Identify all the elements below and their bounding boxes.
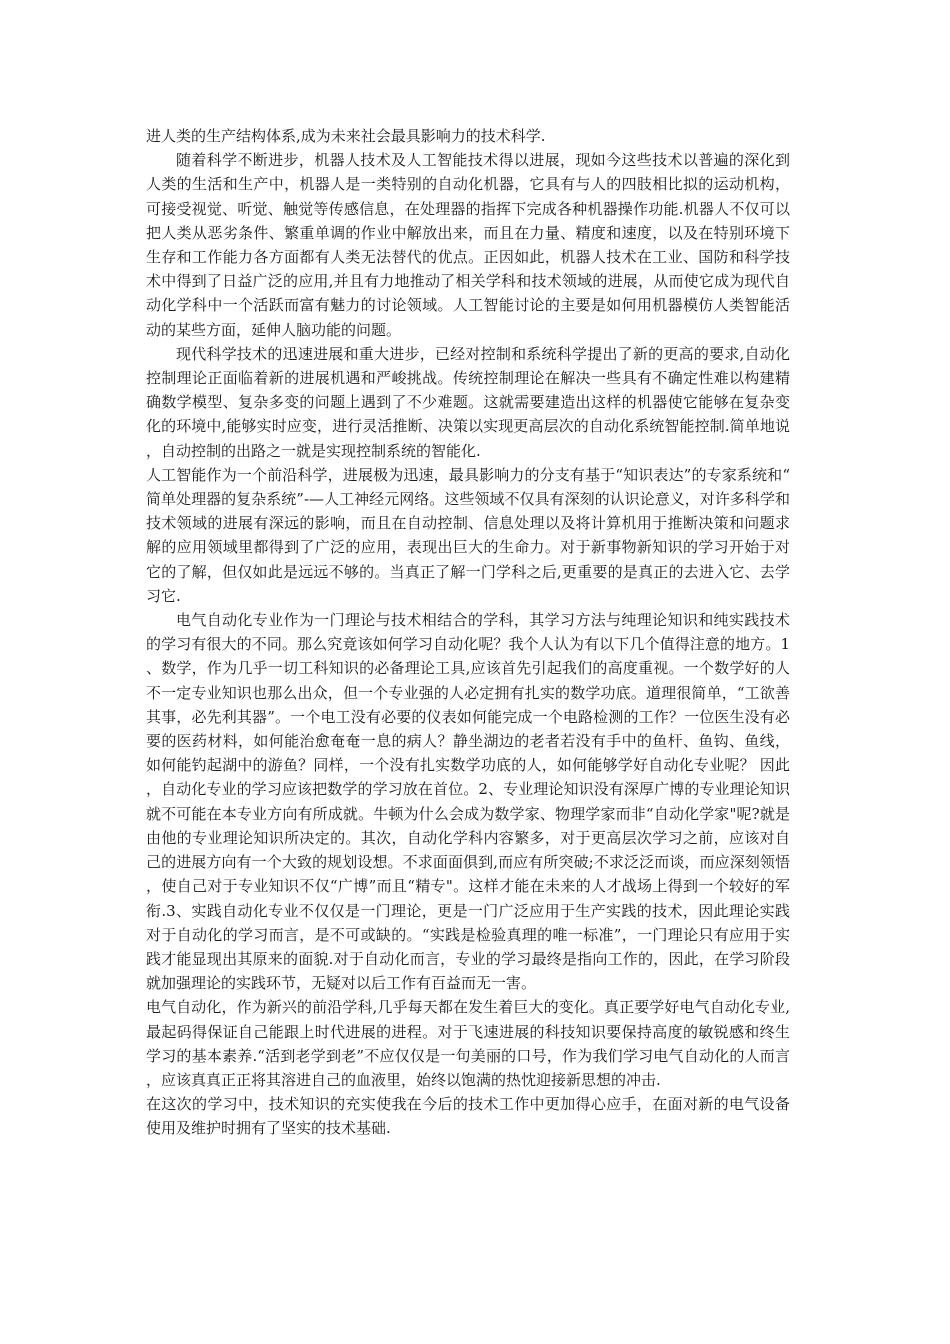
paragraph-robotics-ai: 随着科学不断进步，机器人技术及人工智能技术得以进展，现如今这些技术以普遍的深化到人类的生活和生产中，机器人是一类特别的自动化机器，它具有与人的四肢相比拟的运动机构，可接受视觉、听觉、触觉等传感信息，在处理器的指挥下完成各种机器操作功能.机器人不仅可以把人类从恶劣条件、繁重单调的作业中解放出来，而且在力量、精度和速度，以及在特别环境下生存和工作能力各方面都有人类无法替代的优点。正因如此，机器人技术在工业、国防和科学技术中得到了日益广泛的应用,并且有力地推动了相关学科和技术领域的进展，从而使它成为现代自动化学科中一个活跃而富有魅力的讨论领域。人工智能讨论的主要是如何用机器模仿人类智能活动的某些方面，延伸人脑功能的问题。 [146,151,790,339]
paragraph-artificial-intelligence: 人工智能作为一个前沿科学，进展极为迅速，最具影响力的分支有基于“知识表达”的专家系统和“简单处理器的复杂系统”-—人工神经元网络。这些领域不仅具有深刻的认识论意义，对许多科学和技术领域的进展有深远的影响，而且在自动控制、信息处理以及将计算机用于推断决策和问题求解的应用领域里都得到了广泛的应用，表现出巨大的生命力。对于新事物新知识的学习开始于对它的了解，但仅如此是远远不够的。当真正了解一门学科之后,更重要的是真正的去进入它、去学习它. [146,465,790,605]
paragraph-control-theory: 现代科学技术的迅速进展和重大进步，已经对控制和系统科学提出了新的更高的要求,自动化控制理论正面临着新的进展机遇和严峻挑战。传统控制理论在解决一些具有不确定性难以构建精确数学模型、复杂多变的问题上遇到了不少难题。这就需要建造出这样的机器使它能够在复杂变化的环境中,能够实时应变，进行灵活推断、决策以实现更高层次的自动化系统智能控制.简单地说，自动控制的出路之一就是实现控制系统的智能化. [146,344,790,460]
paragraph-continuation: 进人类的生产结构体系,成为未来社会最具影响力的技术科学. [146,127,546,145]
paragraph-study-methods: 电气自动化专业作为一门理论与技术相结合的学科，其学习方法与纯理论知识和纯实践技术的学习有很大的不同。那么究竟该如何学习自动化呢？我个人认为有以下几个值得注意的地方。1、数学，作为几乎一切工科知识的必备理论工具,应该首先引起我们的高度重视。一个数学好的人不一定专业知识也那么出众，但一个专业强的人必定拥有扎实的数学功底。道理很简单，“工欲善其事，必先利其器”。一个电工没有必要的仪表如何能完成一个电路检测的工作？一位医生没有必要的医药材料，如何能治愈奄奄一息的病人？静坐湖边的老者若没有手中的鱼杆、鱼钩、鱼线，如何能钓起湖中的游鱼？同样，一个没有扎实数学功底的人，如何能够学好自动化专业呢？ 因此，自动化专业的学习应该把数学的学习放在首位。2、专业理论知识没有深厚广博的专业理论知识就不可能在本专业方向有所成就。牛顿为什么会成为数学家、物理学家而非“自动化学家"呢?就是由他的专业理论知识所决定的。其次，自动化学科内容繁多，对于更高层次学习之前，应该对自己的进展方向有一个大致的规划设想。不求面面俱到,而应有所突破;不求泛泛而谈，而应深刻领悟，使自己对于专业知识不仅“广博”而且“精专"。这样才能在未来的人才战场上得到一个较好的军衔.3、实践自动化专业不仅仅是一门理论，更是一门广泛应用于生产实践的技术，因此理论实践对于自动化的学习而言，是不可或缺的。“实践是检验真理的唯一标准”，一门理论只有应用于实践才能显现出其原来的面貌.对于自动化而言，专业的学习最终是指向工作的，因此，在学习阶段就加强理论的实践环节，无疑对以后工作有百益而无一害。 [146,611,790,993]
paragraph-lifelong-learning: 电气自动化，作为新兴的前沿学科,几乎每天都在发生着巨大的变化。真正要学好电气自动化专业,最起码得保证自己能跟上时代进展的进程。对于飞速进展的科技知识要保持高度的敏锐感和终生学习的基本素养.“活到老学到老”不应仅仅是一句美丽的口号，作为我们学习电气自动化的人而言，应该真真正正将其溶进自己的血液里，始终以饱满的热忱迎接新思想的冲击. [146,998,790,1089]
paragraph-conclusion: 在这次的学习中，技术知识的充实使我在今后的技术工作中更加得心应手，在面对新的电气设备使用及维护时拥有了坚实的技术基础. [146,1095,790,1138]
